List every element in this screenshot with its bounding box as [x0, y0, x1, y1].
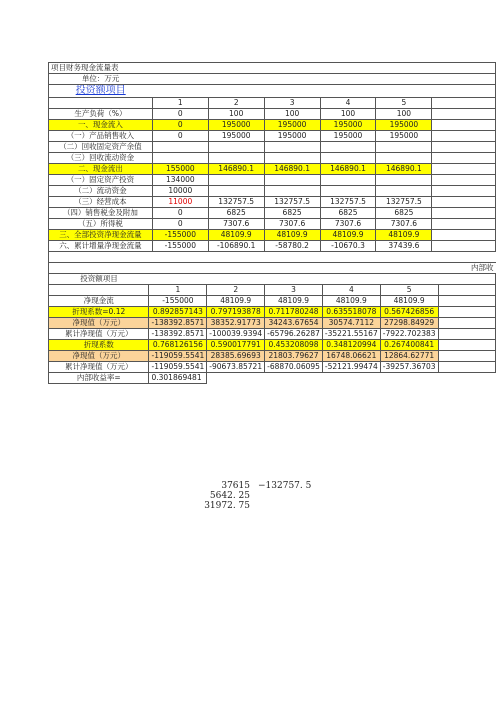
table-cell[interactable]: -35221.55167 — [322, 329, 380, 340]
table-row — [49, 219, 496, 230]
table-cell[interactable]: 21803.79627 — [265, 351, 323, 362]
table-cell[interactable]: 38352.91773 — [207, 318, 265, 329]
table-cell[interactable]: -119059.5541 — [149, 351, 207, 362]
row-label: （一）固定资产投资 — [49, 175, 153, 186]
row-label: 折现系数 — [49, 340, 149, 351]
table-cell[interactable]: 6825 — [264, 208, 320, 219]
table-cell[interactable]: 0.453208098 — [265, 340, 323, 351]
table-cell[interactable]: 48109.9 — [320, 230, 376, 241]
table-cell[interactable]: 30574.7112 — [322, 318, 380, 329]
year-header: 5 — [380, 285, 438, 296]
row-label: 净现金流 — [49, 296, 149, 307]
table-cell[interactable]: 48109.9 — [264, 230, 320, 241]
spreadsheet — [48, 62, 496, 384]
table-cell[interactable]: 195000 — [208, 120, 264, 131]
table-cell[interactable]: 28385.69693 — [207, 351, 265, 362]
table-cell[interactable]: 0.348120994 — [322, 340, 380, 351]
year-header: 4 — [320, 98, 376, 109]
table-cell[interactable]: 195000 — [264, 120, 320, 131]
table-cell[interactable]: 12864.62771 — [380, 351, 438, 362]
table-cell[interactable] — [208, 153, 264, 164]
table-cell[interactable]: 0 — [152, 131, 208, 142]
row-label: （二）回收固定资产余值 — [49, 142, 153, 153]
table-cell[interactable]: -39257.36703 — [380, 362, 438, 373]
table-cell[interactable]: 16748.06621 — [322, 351, 380, 362]
table-cell[interactable]: 0 — [152, 120, 208, 131]
table-cell[interactable] — [208, 186, 264, 197]
row-label: （三）回收流动资金 — [49, 153, 153, 164]
row-label: 折现系数=0.12 — [49, 307, 149, 318]
table-cell[interactable]: 48109.9 — [208, 230, 264, 241]
row-label: 三、全部投资净现金流量 — [49, 230, 153, 241]
irr-row — [49, 373, 496, 384]
table-cell[interactable]: 155000 — [152, 164, 208, 175]
table-cell[interactable]: 27298.84929 — [380, 318, 438, 329]
table-row — [49, 197, 496, 208]
cash-flow-table — [48, 62, 496, 252]
table-cell[interactable]: -138392.8571 — [149, 318, 207, 329]
table-cell[interactable]: 0.892857143 — [149, 307, 207, 318]
table-cell[interactable]: -106890.1 — [208, 241, 264, 252]
table-cell[interactable]: -119059.5541 — [149, 362, 207, 373]
table-cell[interactable]: 0.567426856 — [380, 307, 438, 318]
irr-value[interactable]: 0.301869481 — [149, 373, 207, 384]
table-cell[interactable]: 0.768126156 — [149, 340, 207, 351]
investment-project-link[interactable]: 投资额项目 — [75, 85, 126, 96]
table-cell[interactable]: -52121.99474 — [322, 362, 380, 373]
table-cell[interactable] — [320, 153, 376, 164]
table-cell[interactable] — [208, 175, 264, 186]
note-block — [198, 481, 250, 511]
table-row — [49, 186, 496, 197]
irr-header: 内部收 — [49, 263, 496, 274]
table-cell[interactable] — [152, 142, 208, 153]
table-cell[interactable]: 48109.9 — [376, 230, 432, 241]
row-label: 生产负荷（%） — [49, 109, 153, 120]
table-cell[interactable]: 195000 — [320, 131, 376, 142]
table-cell[interactable]: -68870.06095 — [265, 362, 323, 373]
table-cell[interactable] — [208, 142, 264, 153]
table-cell[interactable]: 195000 — [208, 131, 264, 142]
table-cell[interactable]: 100 — [376, 109, 432, 120]
row-label: （三）经营成本 — [49, 197, 153, 208]
table-row — [49, 131, 496, 142]
table-cell[interactable]: 132757.5 — [208, 197, 264, 208]
table-row — [49, 120, 496, 131]
table-cell[interactable]: 6825 — [208, 208, 264, 219]
table-cell[interactable] — [320, 142, 376, 153]
table-cell[interactable]: 7307.6 — [376, 219, 432, 230]
table-cell[interactable] — [264, 186, 320, 197]
irr-label: 内部收益率= — [49, 373, 149, 384]
year-header: 1 — [149, 285, 207, 296]
table-cell[interactable]: 6825 — [320, 208, 376, 219]
table-cell[interactable]: 0.711780248 — [265, 307, 323, 318]
table-cell[interactable] — [264, 153, 320, 164]
table-row — [49, 142, 496, 153]
table-row — [49, 296, 496, 307]
table-cell[interactable]: -7922.702383 — [380, 329, 438, 340]
table-cell[interactable]: 34243.67654 — [265, 318, 323, 329]
table-cell[interactable]: -10670.3 — [320, 241, 376, 252]
table-row — [49, 208, 496, 219]
row-label: 净现值（万元） — [49, 318, 149, 329]
table-cell[interactable]: 0.590017791 — [207, 340, 265, 351]
note-4: −132757. 5 — [258, 481, 312, 491]
table-cell[interactable]: 0.797193878 — [207, 307, 265, 318]
table-cell[interactable]: 0 — [152, 219, 208, 230]
table-cell[interactable]: 100 — [320, 109, 376, 120]
table-row — [49, 241, 496, 252]
row-label: （五）所得税 — [49, 219, 153, 230]
table-row — [49, 307, 496, 318]
table-cell[interactable]: 146890.1 — [320, 164, 376, 175]
table-cell[interactable]: -155000 — [152, 241, 208, 252]
table-cell[interactable]: 0.635518078 — [322, 307, 380, 318]
table-cell[interactable]: 132757.5 — [320, 197, 376, 208]
table-cell[interactable]: 6825 — [376, 208, 432, 219]
table-row — [49, 109, 496, 120]
table-cell[interactable]: 146890.1 — [376, 164, 432, 175]
table-row — [49, 362, 496, 373]
table-cell[interactable]: -100039.9394 — [207, 329, 265, 340]
year-header: 5 — [376, 98, 432, 109]
table-cell[interactable]: 146890.1 — [264, 164, 320, 175]
table-row — [49, 351, 496, 362]
table-cell[interactable]: -155000 — [152, 230, 208, 241]
table-cell[interactable]: 195000 — [264, 131, 320, 142]
table-row — [49, 153, 496, 164]
table-cell[interactable]: -138392.8571 — [149, 329, 207, 340]
table-cell[interactable] — [376, 142, 432, 153]
table-cell[interactable]: 11000 — [152, 197, 208, 208]
table-cell[interactable] — [264, 175, 320, 186]
table-cell[interactable] — [320, 186, 376, 197]
table-row — [49, 318, 496, 329]
table-cell[interactable]: 0.267400841 — [380, 340, 438, 351]
table-cell[interactable]: 134000 — [152, 175, 208, 186]
table-cell[interactable]: 100 — [208, 109, 264, 120]
note-2: 5642. 25 — [209, 491, 250, 501]
table-row — [49, 329, 496, 340]
table-cell[interactable]: 48109.9 — [380, 296, 438, 307]
table-cell[interactable]: -90673.85721 — [207, 362, 265, 373]
year-header: 4 — [322, 285, 380, 296]
note-1: 37615 — [221, 481, 250, 491]
table2-title: 投资额项目 — [49, 274, 149, 285]
table-cell[interactable]: 7307.6 — [208, 219, 264, 230]
row-label: 六、累计增量净现金流量 — [49, 241, 153, 252]
table-cell[interactable]: -155000 — [149, 296, 207, 307]
table-cell[interactable]: 195000 — [376, 120, 432, 131]
row-label: 累计净现值（万元） — [49, 362, 149, 373]
table-cell[interactable]: 132757.5 — [264, 197, 320, 208]
table-cell[interactable]: 37439.6 — [376, 241, 432, 252]
row-label: （二）流动资金 — [49, 186, 153, 197]
table-cell[interactable]: 195000 — [376, 131, 432, 142]
table-cell[interactable]: 48109.9 — [207, 296, 265, 307]
table-row — [49, 164, 496, 175]
table-cell[interactable] — [376, 186, 432, 197]
row-label: 二、现金流出 — [49, 164, 153, 175]
table-cell[interactable]: 100 — [264, 109, 320, 120]
row-label: 净现值（万元） — [49, 351, 149, 362]
row-label: （一）产品销售收入 — [49, 131, 153, 142]
table-cell[interactable] — [376, 153, 432, 164]
year-header: 2 — [207, 285, 265, 296]
table-cell[interactable]: 7307.6 — [264, 219, 320, 230]
table-title: 项目财务现金流量表 — [49, 63, 153, 74]
table-row — [49, 230, 496, 241]
table-cell[interactable]: -58780.2 — [264, 241, 320, 252]
table-cell[interactable]: 146890.1 — [208, 164, 264, 175]
row-label: （四）销售税金及附加 — [49, 208, 153, 219]
table-cell[interactable] — [376, 175, 432, 186]
npv-table — [48, 262, 496, 384]
table-cell[interactable]: 0 — [152, 109, 208, 120]
table-cell[interactable] — [320, 175, 376, 186]
table-cell[interactable]: 7307.6 — [320, 219, 376, 230]
table-cell[interactable]: 195000 — [320, 120, 376, 131]
unit-label: 单位：万元 — [49, 74, 153, 85]
table-cell[interactable] — [152, 153, 208, 164]
table-cell[interactable]: 48109.9 — [322, 296, 380, 307]
note-3: 31972. 75 — [204, 501, 250, 511]
table-cell[interactable]: 132757.5 — [376, 197, 432, 208]
table-cell[interactable]: -65796.26287 — [265, 329, 323, 340]
year-header: 2 — [208, 98, 264, 109]
table-cell[interactable]: 48109.9 — [265, 296, 323, 307]
table-cell[interactable]: 0 — [152, 208, 208, 219]
year-header: 1 — [152, 98, 208, 109]
table-cell[interactable]: 10000 — [152, 186, 208, 197]
row-label: 累计净现值（万元） — [49, 329, 149, 340]
row-label: 一、现金流入 — [49, 120, 153, 131]
year-header: 3 — [264, 98, 320, 109]
table-cell[interactable] — [264, 142, 320, 153]
year-header: 3 — [265, 285, 323, 296]
table-row — [49, 340, 496, 351]
table-row — [49, 175, 496, 186]
